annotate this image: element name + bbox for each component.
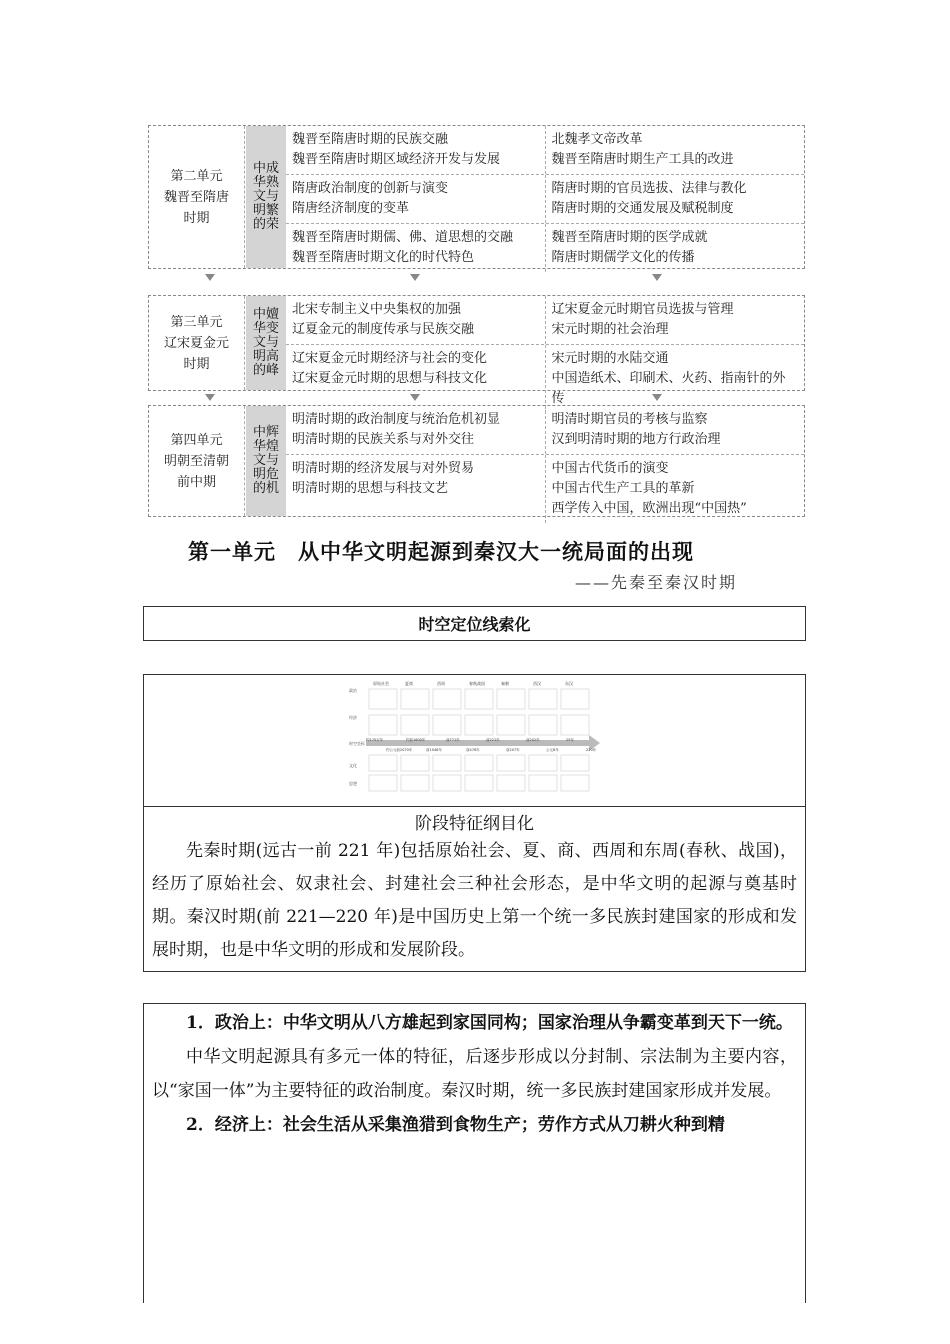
topic-cell: 明清时期官员的考核与监察 汉到明清时期的地方行政治理 [545,406,805,454]
timeline-figure [144,675,805,807]
timeline-cell [497,775,525,791]
topic-cell: 辽宋夏金元时期经济与社会的变化 辽宋夏金元时期的思想与科技文化 [292,351,488,386]
timeline-axis-label: 约前1600年 [406,738,426,742]
timeline-cell [369,715,397,735]
timeline-period: 原始社会 [373,681,389,686]
timeline-axis-label: 220年 [586,748,597,752]
topic-cell: 明清时期的经济发展与对外贸易 明清时期的思想与科技文艺 [292,461,475,496]
timeline-cell [433,689,461,709]
outline-point-1: 1．政治上：中华文明从八方雄起到家国同构；国家治理从争霸变革到天下一统。 [186,1013,793,1033]
timeline-cell [369,775,397,791]
topic-cell: 魏晋至隋唐时期的医学成就 隋唐时期儒学文化的传播 [545,224,805,272]
timeline-cell [433,715,461,735]
unit-name: 第四单元 明朝至清朝 前中期 [149,406,245,516]
topic-cell: 明清时期的政治制度与统治危机初显 明清时期的民族关系与对外交往 [292,412,501,447]
timeline-graphic [144,675,805,806]
outline-point-2: 2．经济上：社会生活从采集渔猎到食物生产；劳作方式从刀耕火种到精 [186,1115,725,1135]
unit-2-block [148,125,805,269]
topic-cell: 北宋专制主义中央集权的加强 辽夏金元的制度传承与民族交融 [292,302,475,337]
topic-cell: 隋唐政治制度的创新与演变 隋唐经济制度的变革 [292,181,449,216]
timeline-axis-label: 25年 [566,738,574,742]
timeline-row-label: 时空坐标 [349,741,365,746]
timeline-axis-label: 前207年 [506,748,520,752]
topic-cell: 魏晋至隋唐时期的民族交融 魏晋至隋唐时期区域经济开发与发展 [292,132,501,167]
unit-name: 第二单元 魏晋至隋唐 时期 [149,126,245,268]
timeline-axis-label: 前1046年 [426,748,442,752]
timeline-axis-label: 前771年 [446,738,460,742]
timeline-cell [369,755,397,771]
unit-name: 第三单元 辽宋夏金元 时期 [149,296,245,390]
timeline-box [143,674,806,972]
timeline-axis-label: 约170万年 [366,738,384,742]
unit-3-block [148,295,805,406]
timeline-cell [529,689,557,709]
timeline-axis-label: 公元8年 [546,748,559,752]
timeline-cell [401,689,429,709]
timeline-cell [401,715,429,735]
timeline-cell [465,775,493,791]
timeline-cell [561,689,589,709]
topic-cell: 隋唐时期的官员选拔、法律与教化 隋唐时期的交通发展及赋税制度 [545,175,805,223]
timeline-row-label: 经济 [349,715,357,720]
timeline-cell [401,755,429,771]
down-arrow-icon [410,274,420,281]
topic-cell: 中国古代货币的演变 中国古代生产工具的革新 西学传入中国，欧洲出现“中国热” [545,455,805,523]
timeline-period: 东汉 [565,681,573,686]
topic-cell: 辽宋夏金元时期官员选拔与管理 宋元时期的社会治理 [545,296,805,344]
timeline-section-title: 时空定位线索化 [143,606,806,641]
timeline-period: 春秋战国 [469,681,485,686]
timeline-cell [369,689,397,709]
unit-theme: 中嬗 华变 文与 明高 的峰 [246,296,286,390]
timeline-cell [433,755,461,771]
timeline-cell [465,715,493,735]
timeline-cell [497,755,525,771]
stage-paragraph: 先秦时期(远古一前 221 年)包括原始社会、夏、商、西周和东周(春秋、战国)，经历了原始社会、奴隶社会、封建社会三种社会形态，是中华文明的起源与奠基时期。秦汉时期(前 221—220 年)是中国历史上第一个统一多民族封建国家的形成和发展时期，也是中华文明的形成和发展阶段。 [152,841,797,960]
timeline-axis-label: 约公元前2070年 [386,748,413,752]
timeline-cell [529,755,557,771]
timeline-row-label: 政治 [349,688,357,693]
down-arrow-icon [652,394,662,401]
timeline-axis-label: 前202年 [526,738,540,742]
down-arrow-icon [205,394,215,401]
timeline-cell [433,775,461,791]
stage-section-title: 阶段特征纲目化 [415,814,534,834]
timeline-cell [401,775,429,791]
outline-paragraph: 中华文明起源具有多元一体的特征，后逐步形成以分封制、宗法制为主要内容，以“家国一体”为主要特征的政治制度。秦汉时期，统一多民族封建国家形成并发展。 [152,1047,797,1101]
timeline-cell [561,775,589,791]
down-arrow-icon [652,274,662,281]
timeline-period: 西汉 [533,681,541,686]
timeline-cell [529,715,557,735]
timeline-axis-label: 前221年 [486,738,500,742]
unit-1-subheading: ——先秦至秦汉时期 [575,573,738,592]
timeline-row-label: 思想 [349,781,357,786]
unit-theme: 中辉 华煌 文与 明危 的机 [246,406,286,516]
timeline-cell [497,715,525,735]
down-arrow-icon [205,274,215,281]
unit-theme: 中成 华熟 文与 明繁 的荣 [246,126,286,268]
down-arrow-icon [410,394,420,401]
timeline-cell [465,755,493,771]
timeline-row-label: 文化 [349,763,357,768]
topic-cell: 宋元时期的水陆交通 中国造纸术、印刷术、火药、指南针的外传 [545,345,805,413]
outline-box [143,1003,806,1303]
timeline-axis-label: 前476年 [466,748,480,752]
timeline-period: 秦朝 [501,681,509,686]
timeline-cell [465,689,493,709]
timeline-period: 西周 [437,681,445,686]
timeline-cell [561,755,589,771]
topic-cell: 北魏孝文帝改革 魏晋至隋唐时期生产工具的改进 [545,126,805,174]
timeline-cell [529,775,557,791]
topic-cell: 魏晋至隋唐时期儒、佛、道思想的交融 魏晋至隋唐时期文化的时代特色 [292,230,514,265]
unit-4-block [148,405,805,517]
timeline-cell [561,715,589,735]
timeline-cell [497,689,525,709]
unit-1-heading: 第一单元 从中华文明起源到秦汉大一统局面的出现 [188,539,694,564]
timeline-period: 夏商 [405,681,413,686]
